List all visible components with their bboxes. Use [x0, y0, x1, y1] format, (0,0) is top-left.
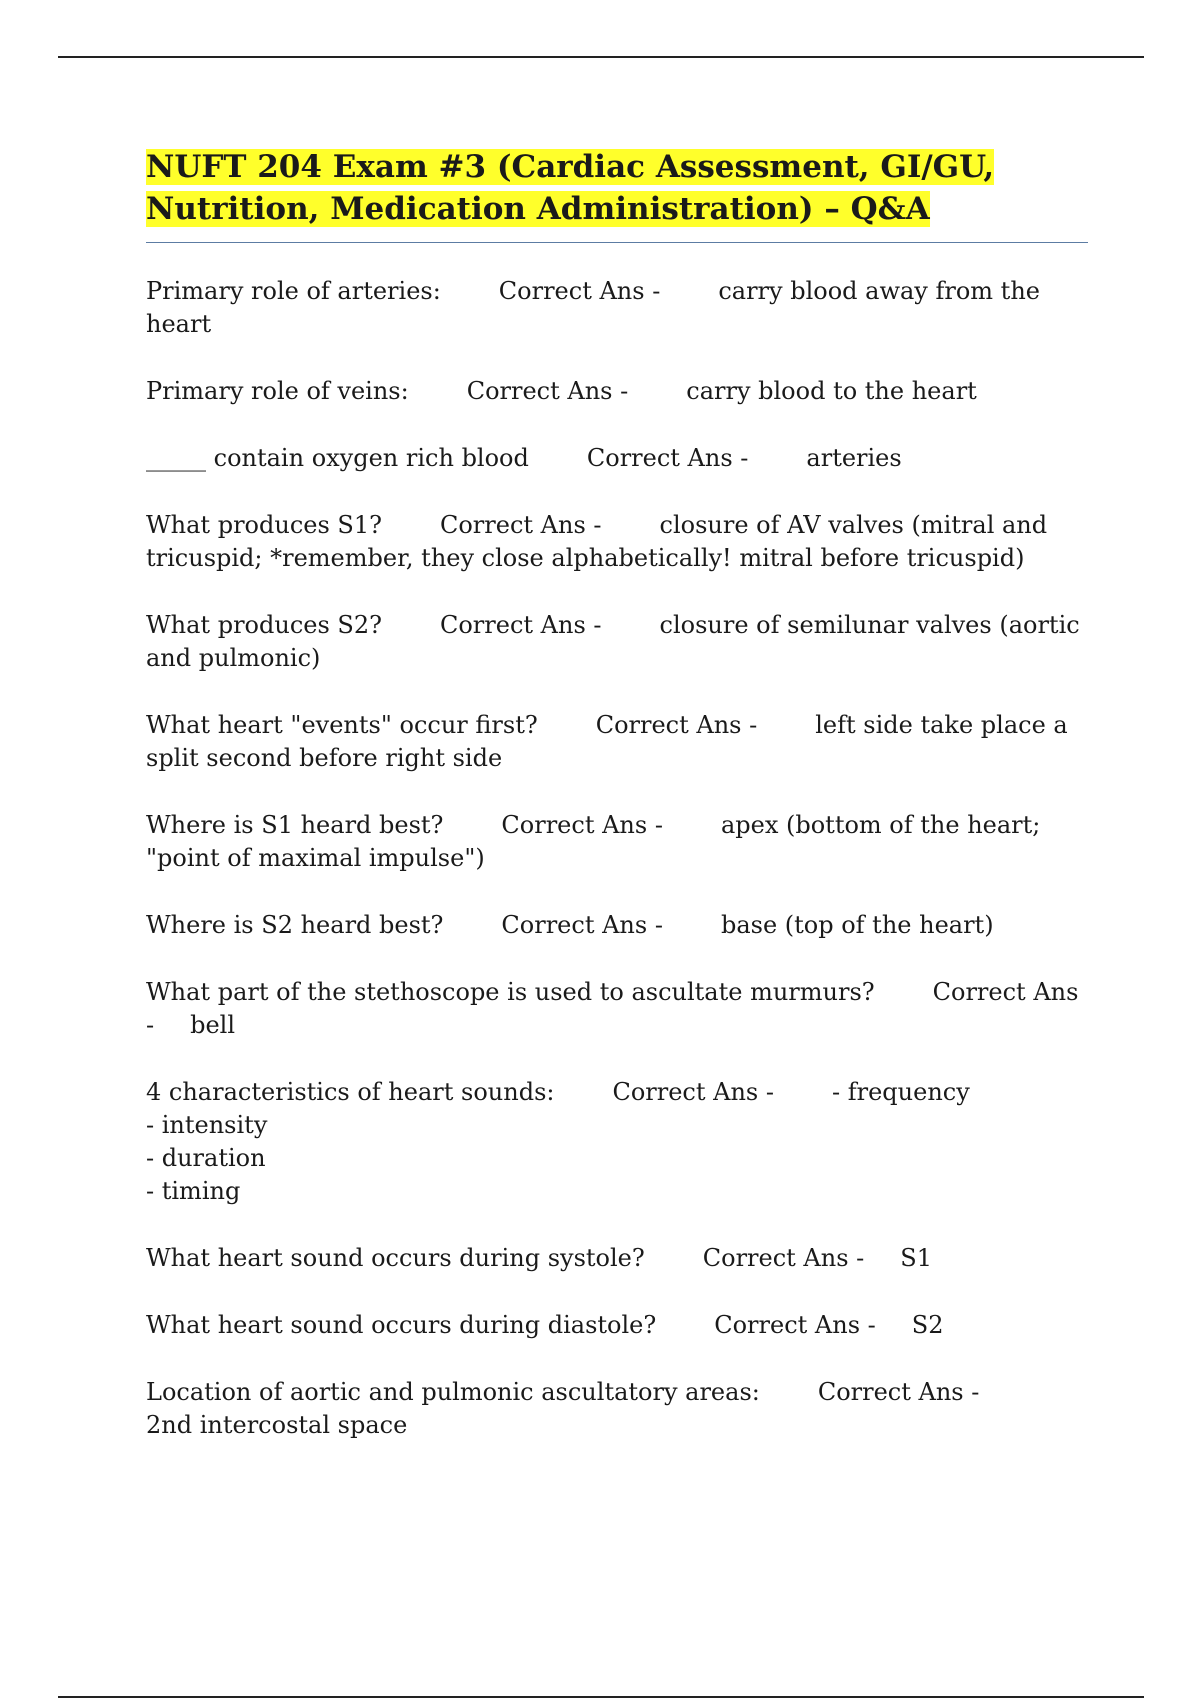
answer-label: Correct Ans -: [439, 611, 602, 639]
answer-label: Correct Ans -: [586, 444, 749, 472]
answer-text: carry blood to the heart: [686, 377, 977, 405]
qa-item: [146, 976, 1086, 1042]
answer-text: - frequency: [832, 1078, 970, 1106]
question-text: Primary role of veins:: [146, 377, 409, 405]
answer-label: Correct Ans -: [498, 277, 661, 305]
qa-item: [146, 709, 1086, 775]
answer-label: Correct Ans -: [817, 1378, 980, 1406]
question-text: Location of aortic and pulmonic ascultatory areas:: [146, 1378, 760, 1406]
title-highlight: NUFT 204 Exam #3 (Cardiac Assessment, GI/GU, Nutrition, Medication Administration) – Q&A: [146, 149, 995, 227]
answer-text: carry blood away from the heart: [146, 277, 1048, 338]
qa-item: [146, 509, 1086, 575]
qa-item: [146, 809, 1086, 875]
qa-list: [146, 275, 1086, 1442]
answer-label: Correct Ans -: [714, 1311, 876, 1339]
answer-continuation: - timing: [146, 1177, 241, 1205]
answer-text: arteries: [806, 444, 902, 472]
answer-label: Correct Ans -: [501, 811, 663, 839]
answer-text: base (top of the heart): [720, 911, 994, 939]
answer-text: bell: [190, 1011, 236, 1039]
question-text: What produces S2?: [146, 611, 382, 639]
page-top-rule: [58, 56, 1144, 58]
question-text: What heart sound occurs during systole?: [146, 1244, 645, 1272]
answer-text: closure of semilunar valves (aortic and pulmonic): [146, 611, 1088, 672]
qa-item: [146, 442, 1086, 475]
answer-text: S2: [911, 1311, 944, 1339]
question-text: Where is S2 heard best?: [146, 911, 444, 939]
answer-label: Correct Ans -: [146, 978, 1087, 1039]
answer-continuation: - intensity: [146, 1111, 268, 1139]
title-underline: [146, 242, 1088, 243]
question-text: What heart sound occurs during diastole?: [146, 1311, 657, 1339]
question-text: Where is S1 heard best?: [146, 811, 444, 839]
question-text: _____ contain oxygen rich blood: [146, 444, 529, 472]
qa-item: [146, 609, 1086, 675]
answer-label: Correct Ans -: [466, 377, 629, 405]
page-bottom-rule: [58, 1696, 1144, 1698]
answer-text: closure of AV valves (mitral and tricuspid; *remember, they close alphabetically! mitral before tricuspid): [146, 511, 1055, 572]
answer-text: apex (bottom of the heart; "point of maximal impulse"): [146, 811, 1048, 872]
answer-label: Correct Ans -: [595, 711, 758, 739]
answer-text: S1: [900, 1244, 932, 1272]
qa-item: [146, 375, 1086, 408]
answer-label: Correct Ans -: [702, 1244, 865, 1272]
answer-text: 2nd intercostal space: [146, 1411, 408, 1439]
question-text: Primary role of arteries:: [146, 277, 441, 305]
qa-item: [146, 1242, 1086, 1275]
answer-continuation: - duration: [146, 1144, 266, 1172]
qa-item: [146, 1376, 1086, 1442]
qa-item: [146, 1309, 1086, 1342]
qa-item: [146, 909, 1086, 942]
question-text: What part of the stethoscope is used to ascultate murmurs?: [146, 978, 875, 1006]
answer-text: left side take place a split second before right side: [146, 711, 1076, 772]
document-body: [146, 146, 1086, 1476]
answer-label: Correct Ans -: [439, 511, 602, 539]
question-text: 4 characteristics of heart sounds:: [146, 1078, 555, 1106]
document-title: [146, 146, 1086, 230]
question-text: What produces S1?: [146, 511, 382, 539]
answer-label: Correct Ans -: [501, 911, 663, 939]
question-text: What heart "events" occur first?: [146, 711, 538, 739]
qa-item: [146, 275, 1086, 341]
qa-item: [146, 1076, 1086, 1208]
answer-label: Correct Ans -: [612, 1078, 774, 1106]
